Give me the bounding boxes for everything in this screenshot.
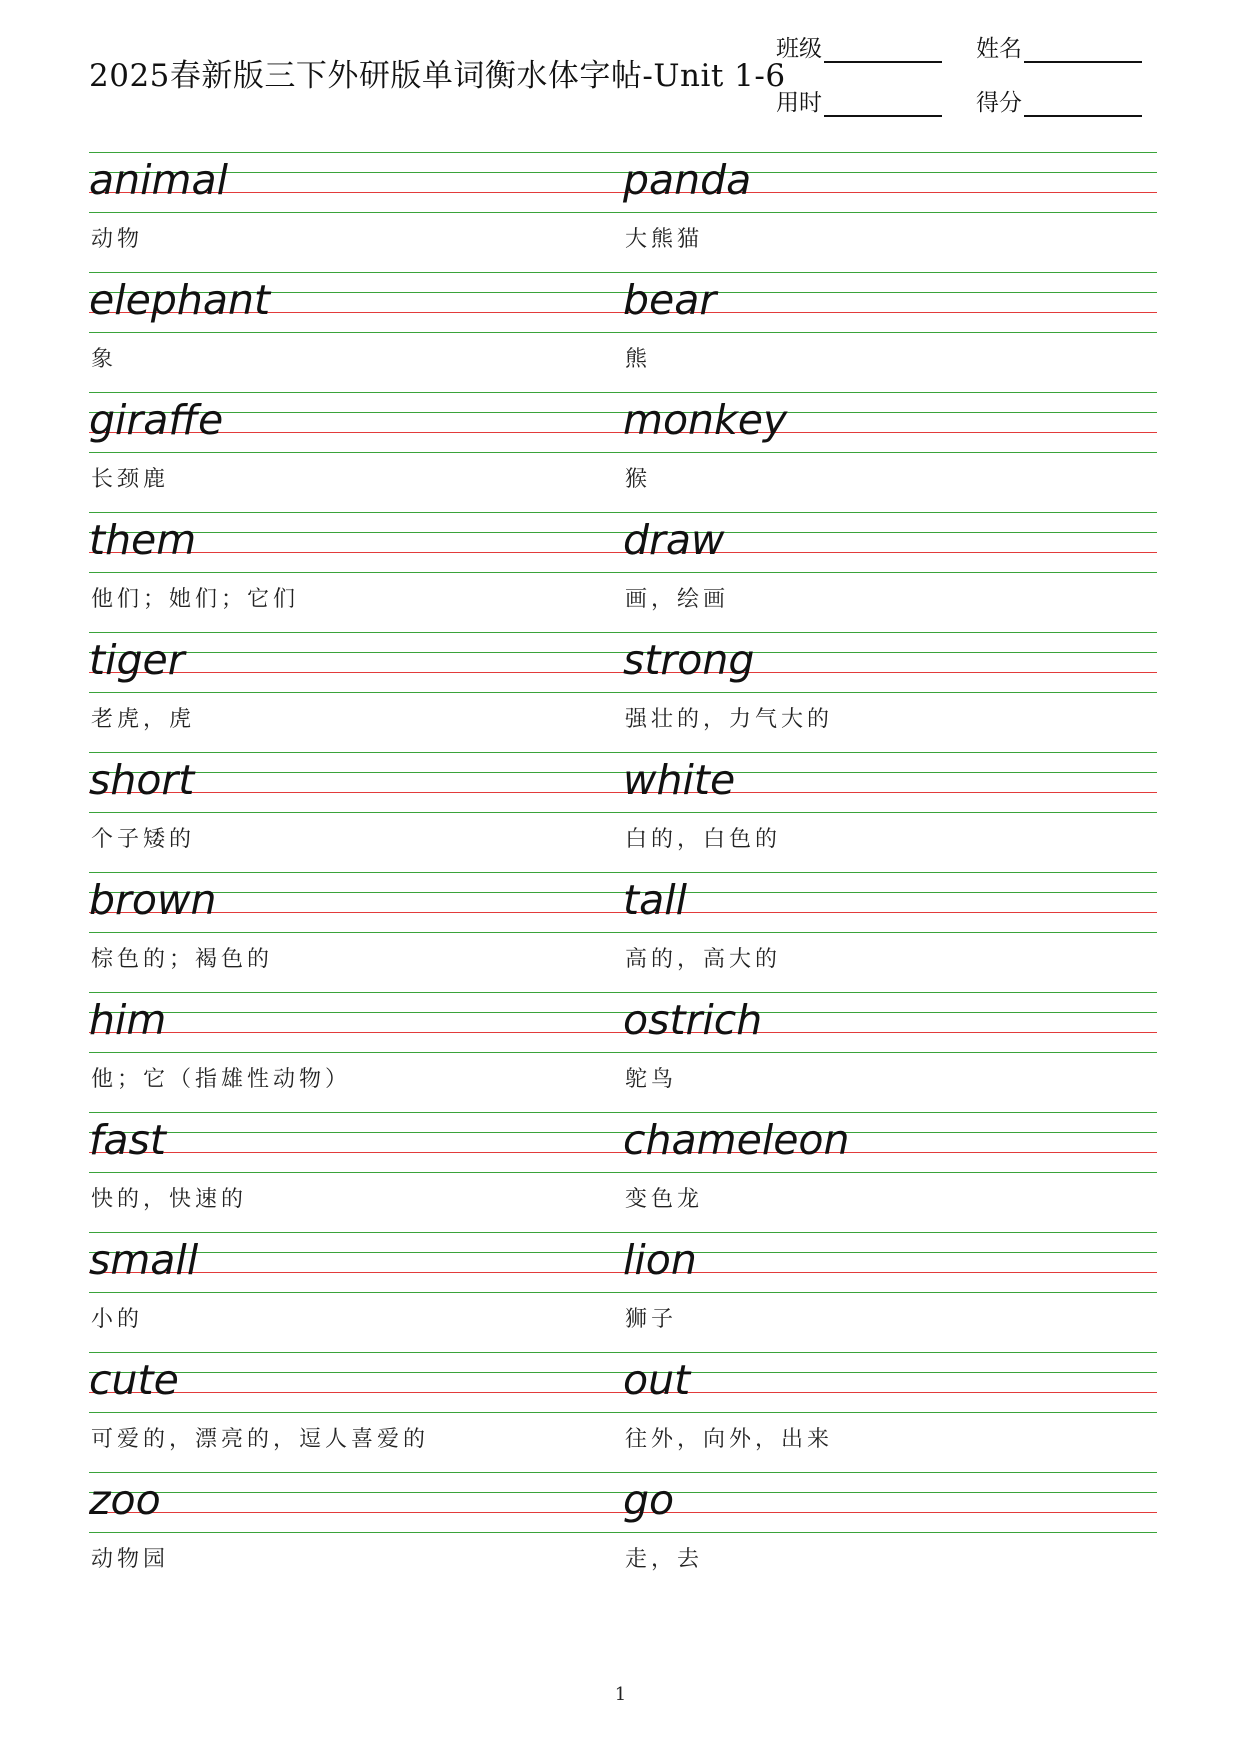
chinese-meaning: 象 <box>91 347 118 372</box>
word-entry-left <box>89 632 623 752</box>
word-entry-right <box>623 1112 1157 1232</box>
word-entry-right <box>623 1232 1157 1352</box>
chinese-meaning: 可爱的，漂亮的，逗人喜爱的 <box>91 1427 430 1452</box>
word-entry-right <box>623 1472 1157 1592</box>
chinese-meaning: 大熊猫 <box>625 227 704 252</box>
chinese-meaning: 白的，白色的 <box>625 827 782 852</box>
chinese-meaning: 高的，高大的 <box>625 947 782 972</box>
english-word: them <box>89 516 197 564</box>
name-label: 姓名 <box>976 36 1022 62</box>
chinese-meaning: 熊 <box>625 347 652 372</box>
word-row <box>89 392 1157 512</box>
chinese-meaning: 个子矮的 <box>91 827 196 852</box>
time-blank <box>824 93 942 117</box>
english-word: monkey <box>623 396 788 444</box>
english-word: cute <box>89 1356 179 1404</box>
page-title: 2025春新版三下外研版单词衡水体字帖-Unit 1-6 <box>89 58 786 94</box>
chinese-meaning: 小的 <box>91 1307 144 1332</box>
word-entry-left <box>89 512 623 632</box>
chinese-meaning: 猴 <box>625 467 652 492</box>
chinese-meaning: 往外，向外，出来 <box>625 1427 834 1452</box>
word-row <box>89 632 1157 752</box>
english-word: brown <box>89 876 217 924</box>
class-field <box>776 30 942 63</box>
chinese-meaning: 走，去 <box>625 1547 704 1572</box>
chinese-meaning: 老虎，虎 <box>91 707 196 732</box>
english-word: panda <box>623 156 752 204</box>
word-row <box>89 512 1157 632</box>
english-word: draw <box>623 516 725 564</box>
english-word: elephant <box>89 276 271 324</box>
chinese-meaning: 狮子 <box>625 1307 678 1332</box>
word-entry-left <box>89 1232 623 1352</box>
time-label: 用时 <box>776 90 822 116</box>
word-row <box>89 1352 1157 1472</box>
word-row <box>89 152 1157 272</box>
word-entry-right <box>623 512 1157 632</box>
word-row <box>89 992 1157 1112</box>
word-entry-left <box>89 1352 623 1472</box>
english-word: short <box>89 756 195 804</box>
chinese-meaning: 他；它（指雄性动物） <box>91 1067 352 1092</box>
english-word: bear <box>623 276 717 324</box>
english-word: white <box>623 756 736 804</box>
english-word: zoo <box>89 1476 161 1524</box>
word-entry-right <box>623 632 1157 752</box>
word-entry-left <box>89 752 623 872</box>
english-word: chameleon <box>623 1116 850 1164</box>
chinese-meaning: 棕色的；褐色的 <box>91 947 274 972</box>
word-entry-right <box>623 752 1157 872</box>
word-entry-right <box>623 992 1157 1112</box>
english-word: animal <box>89 156 228 204</box>
word-entry-left <box>89 1112 623 1232</box>
english-word: ostrich <box>623 996 763 1044</box>
score-field <box>976 84 1142 117</box>
english-word: fast <box>89 1116 166 1164</box>
word-entry-left <box>89 1472 623 1592</box>
name-field <box>976 30 1142 63</box>
class-label: 班级 <box>776 36 822 62</box>
word-row <box>89 272 1157 392</box>
english-word: lion <box>623 1236 697 1284</box>
chinese-meaning: 鸵鸟 <box>625 1067 678 1092</box>
chinese-meaning: 变色龙 <box>625 1187 704 1212</box>
chinese-meaning: 他们；她们；它们 <box>91 587 300 612</box>
page-number: 1 <box>614 1684 627 1705</box>
score-label: 得分 <box>976 90 1022 116</box>
word-entry-left <box>89 872 623 992</box>
word-entry-left <box>89 272 623 392</box>
word-row <box>89 872 1157 992</box>
english-word: strong <box>623 636 755 684</box>
word-entry-right <box>623 1352 1157 1472</box>
score-blank <box>1024 93 1142 117</box>
english-word: giraffe <box>89 396 224 444</box>
word-row <box>89 1112 1157 1232</box>
word-entry-right <box>623 872 1157 992</box>
chinese-meaning: 强壮的，力气大的 <box>625 707 834 732</box>
chinese-meaning: 动物园 <box>91 1547 170 1572</box>
english-word: tiger <box>89 636 185 684</box>
word-entry-left <box>89 992 623 1112</box>
word-entry-right <box>623 392 1157 512</box>
chinese-meaning: 画，绘画 <box>625 587 730 612</box>
name-blank <box>1024 39 1142 63</box>
word-row <box>89 1472 1157 1592</box>
word-entry-right <box>623 152 1157 272</box>
english-word: small <box>89 1236 199 1284</box>
word-row <box>89 1232 1157 1352</box>
word-entry-left <box>89 152 623 272</box>
word-list <box>89 152 1157 1592</box>
time-field <box>776 84 942 117</box>
class-blank <box>824 39 942 63</box>
chinese-meaning: 动物 <box>91 227 144 252</box>
word-entry-left <box>89 392 623 512</box>
english-word: him <box>89 996 167 1044</box>
word-entry-right <box>623 272 1157 392</box>
english-word: go <box>623 1476 675 1524</box>
word-row <box>89 752 1157 872</box>
english-word: out <box>623 1356 691 1404</box>
chinese-meaning: 快的，快速的 <box>91 1187 248 1212</box>
chinese-meaning: 长颈鹿 <box>91 467 170 492</box>
english-word: tall <box>623 876 687 924</box>
